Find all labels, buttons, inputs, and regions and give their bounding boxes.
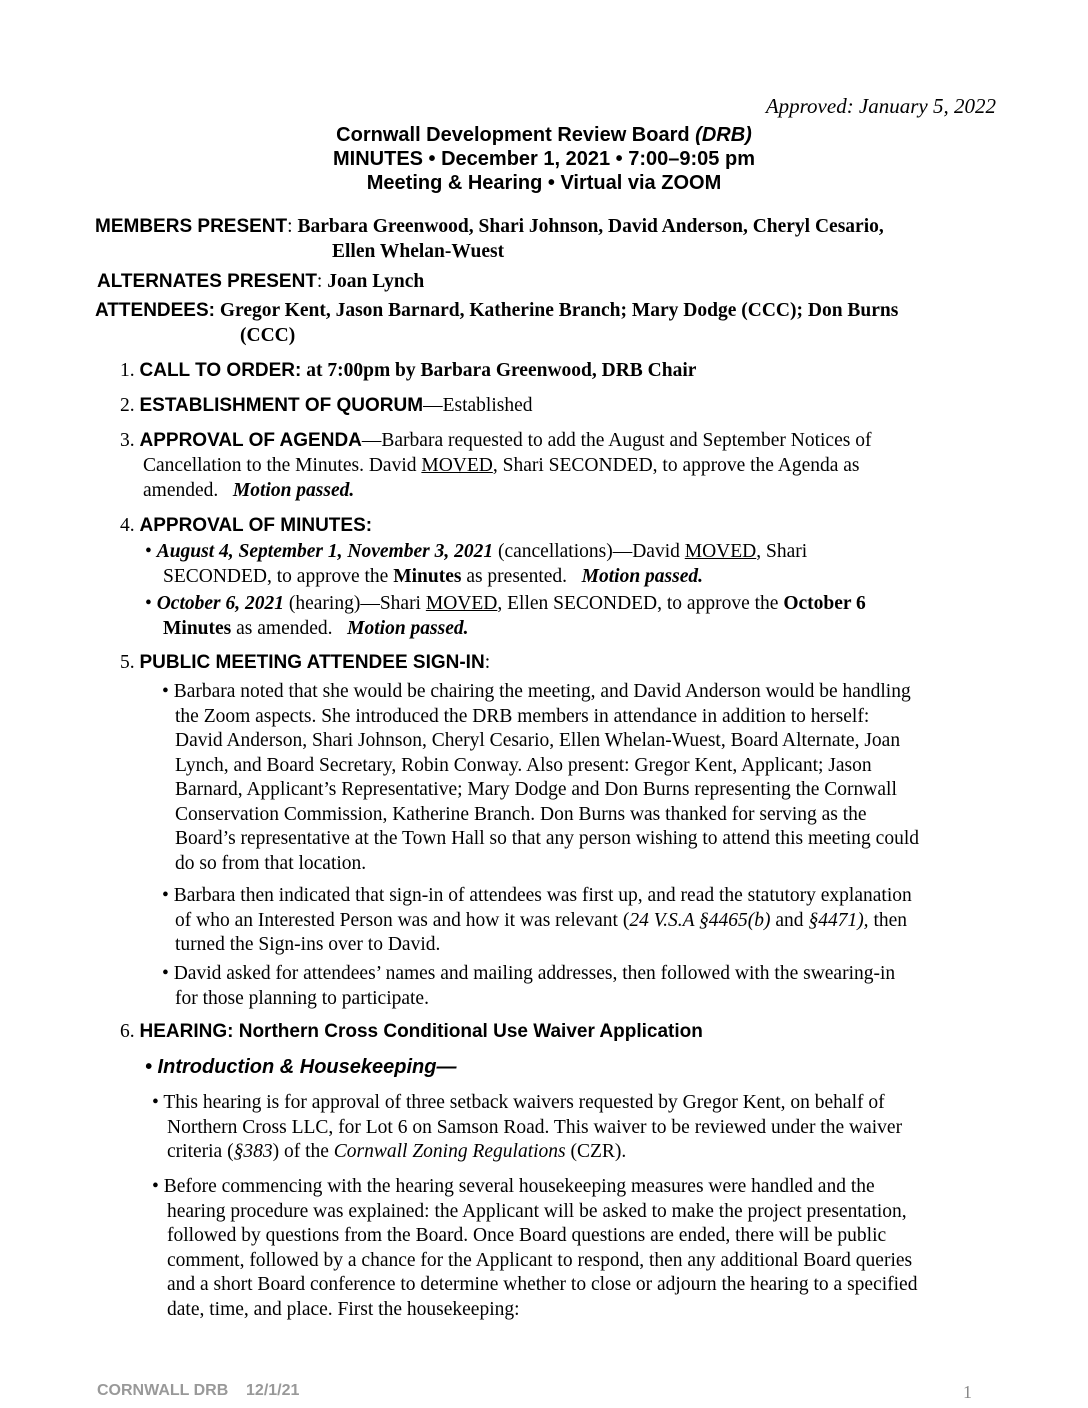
item-agenda-line3: amended. Motion passed. (143, 480, 355, 501)
members-present-cont: Ellen Whelan-Wuest (332, 241, 505, 262)
item-hearing: 6. HEARING: Northern Cross Conditional Use Waiver Application (120, 1021, 703, 1042)
item-minutes: 4. APPROVAL OF MINUTES: (120, 515, 373, 536)
sign-in-para-1: • Barbara noted that she would be chairing the meeting, and David Anderson would be handling the Zoom aspects. She introduced the DRB members in attendance in addition to herself: David Anderson, Shari Johnson, Cheryl Cesario, Ellen Whelan-Wuest, Board Alternate, Joan Lynch, and Board Secretary, Robin Conway. Also present: Gregor Kent, Applicant; Jason Barnard, Applicant’s Representative; Mary Dodge and Don Burns representing the Cornwall Conservation Commission, Katherine Branch. Don Burns was thanked for serving as the Board’s representative at the Town Hall so that any person wishing to attend this meeting could do so from that location. (162, 681, 919, 874)
intro-housekeeping-heading: • Introduction & Housekeeping— (145, 1056, 457, 1078)
item-agenda-line2: Cancellation to the Minutes. David MOVED, Shari SECONDED, to approve the Agenda as (143, 455, 860, 476)
minutes-entry-2-line2: Minutes as amended. Motion passed. (163, 618, 469, 639)
attendees: ATTENDEES: Gregor Kent, Jason Barnard, Katherine Branch; Mary Dodge (CCC); Don Burns (95, 300, 899, 321)
sign-in-para-3: • David asked for attendees’ names and mailing addresses, then followed with the swearing-in for those planning to participate. (162, 963, 896, 1009)
header-meeting-line: Meeting & Hearing • Virtual via ZOOM (366, 172, 722, 194)
sign-in-para-2: • Barbara then indicated that sign-in of attendees was first up, and read the statutory explanation of who an Interested Person was and how it was relevant (24 V.S.A §4465(b) and §4471), then turned the Sign-ins over to David. (162, 885, 912, 955)
header-title: Cornwall Development Review Board (DRB) (336, 124, 752, 146)
page-number: 1 (963, 1382, 972, 1402)
approved-date: Approved: January 5, 2022 (765, 94, 996, 118)
minutes-entry-2: • October 6, 2021 (hearing)—Shari MOVED, Ellen SECONDED, to approve the October 6 (145, 593, 866, 614)
item-call-to-order: 1. CALL TO ORDER: at 7:00pm by Barbara Greenwood, DRB Chair (120, 360, 697, 381)
attendees-cont: (CCC) (240, 325, 296, 346)
alternates-present: ALTERNATES PRESENT: Joan Lynch (97, 271, 425, 292)
members-present: MEMBERS PRESENT: Barbara Greenwood, Shari Johnson, David Anderson, Cheryl Cesario, (95, 216, 884, 237)
item-quorum: 2. ESTABLISHMENT OF QUORUM—Established (120, 395, 533, 416)
minutes-entry-1-line2: SECONDED, to approve the Minutes as presented. Motion passed. (163, 566, 704, 587)
hearing-para-1: • This hearing is for approval of three setback waivers requested by Gregor Kent, on behalf of Northern Cross LLC, for Lot 6 on Samson Road. This waiver to be reviewed under the waiver criteria (§383) of the Cornwall Zoning Regulations (CZR). (152, 1092, 903, 1162)
footer-label: CORNWALL DRB 12/1/21 (97, 1382, 300, 1399)
hearing-para-2: • Before commencing with the hearing several housekeeping measures were handled and the hearing procedure was explained: the Applicant will be asked to make the project presentation, followed by questions from the Board. Once Board questions are ended, there will be public comment, followed by a chance for the Applicant to respond, then any additional Board queries and a short Board conference to determine whether to close or adjourn the hearing to a specified date, time, and place. First the housekeeping: (152, 1176, 918, 1320)
header-minutes-line: MINUTES • December 1, 2021 • 7:00–9:05 pm (333, 148, 755, 170)
item-agenda: 3. APPROVAL OF AGENDA—Barbara requested to add the August and September Notices of (120, 430, 872, 451)
item-sign-in: 5. PUBLIC MEETING ATTENDEE SIGN-IN: (120, 652, 491, 673)
minutes-entry-1: • August 4, September 1, November 3, 2021 (cancellations)—David MOVED, Shari (145, 541, 808, 562)
